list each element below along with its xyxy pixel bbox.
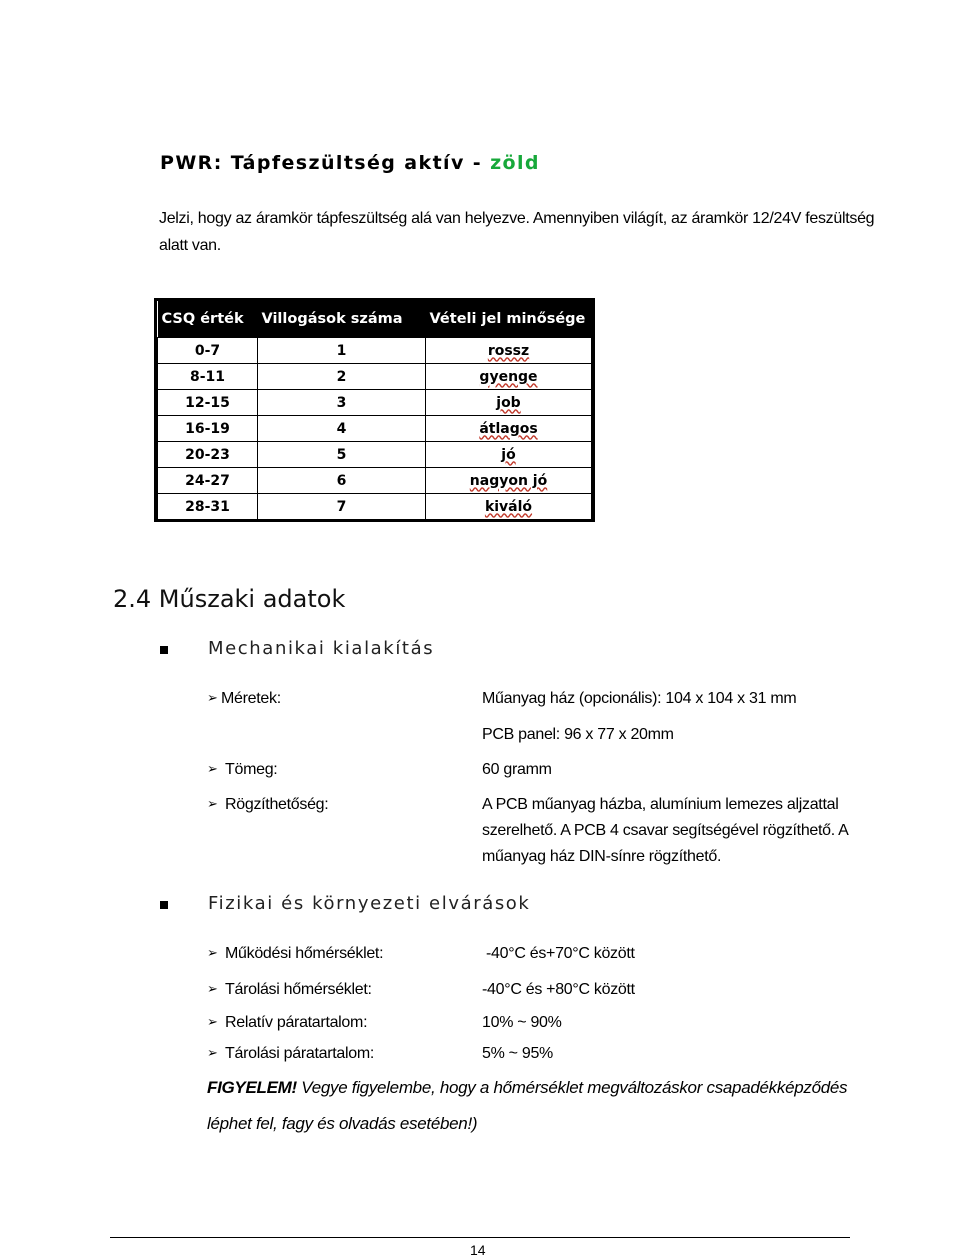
pwr-description: Jelzi, hogy az áramkör tápfeszültség alá van helyezve. Amennyiben világít, az áramkör 12/24V feszültség alatt van. bbox=[159, 210, 875, 254]
section-title: 2.4 Műszaki adatok bbox=[113, 585, 346, 613]
csq-cell-quality: rossz bbox=[426, 338, 592, 364]
storage-humidity-value: 5% ~ 95% bbox=[482, 1045, 553, 1062]
environment-heading: Fizikai és környezeti elvárások bbox=[208, 893, 531, 914]
csq-header-quality: Vételi jel minősége bbox=[426, 301, 592, 338]
csq-header-value: CSQ érték bbox=[158, 301, 258, 338]
page-number: 14 bbox=[470, 1242, 486, 1258]
csq-cell-range: 16-19 bbox=[158, 416, 258, 442]
arrow-bullet-icon: ➢ bbox=[207, 946, 218, 961]
csq-cell-range: 12-15 bbox=[158, 390, 258, 416]
table-row bbox=[158, 468, 592, 494]
op-temp-value: -40°C és+70°C között bbox=[486, 945, 635, 962]
table-row bbox=[158, 364, 592, 390]
csq-cell-quality: nagyon jó bbox=[426, 468, 592, 494]
csq-cell-blinks: 5 bbox=[258, 442, 426, 468]
csq-cell-range: 24-27 bbox=[158, 468, 258, 494]
table-row bbox=[158, 390, 592, 416]
storage-temp-label: Tárolási hőmérséklet: bbox=[225, 981, 372, 998]
dimensions-label: Méretek: bbox=[221, 690, 281, 707]
op-temp-label: Működési hőmérséklet: bbox=[225, 945, 384, 962]
pwr-heading-color-word: zöld bbox=[490, 152, 540, 174]
rel-humidity-value: 10% ~ 90% bbox=[482, 1014, 562, 1031]
csq-cell-quality: jó bbox=[426, 442, 592, 468]
arrow-bullet-icon: ➢ bbox=[207, 1046, 218, 1061]
warning-bold: FIGYELEM! bbox=[207, 1078, 297, 1097]
csq-header-blinks: Villogások száma bbox=[258, 301, 426, 338]
csq-cell-quality: job bbox=[426, 390, 592, 416]
warning-line-1 bbox=[207, 1078, 847, 1098]
csq-cell-range: 20-23 bbox=[158, 442, 258, 468]
table-row bbox=[158, 442, 592, 468]
storage-temp-value: -40°C és +80°C között bbox=[482, 981, 635, 998]
pwr-heading-prefix: PWR: Tápfeszültség aktív - bbox=[160, 152, 491, 174]
csq-cell-blinks: 7 bbox=[258, 494, 426, 520]
mechanical-heading: Mechanikai kialakítás bbox=[208, 638, 435, 659]
arrow-bullet-icon: ➢ bbox=[207, 1015, 218, 1030]
arrow-bullet-icon: ➢ bbox=[207, 982, 218, 997]
weight-label: Tömeg: bbox=[225, 761, 278, 778]
footer-divider bbox=[110, 1237, 850, 1238]
square-bullet-icon bbox=[160, 646, 168, 654]
warning-line-2: léphet fel, fagy és olvadás esetében!) bbox=[207, 1114, 478, 1133]
csq-cell-quality: gyenge bbox=[426, 364, 592, 390]
arrow-bullet-icon: ➢ bbox=[207, 797, 218, 812]
csq-table-header-row bbox=[158, 301, 592, 338]
pwr-heading bbox=[160, 152, 540, 174]
storage-humidity-label: Tárolási páratartalom: bbox=[225, 1045, 375, 1062]
table-row bbox=[158, 494, 592, 520]
warning-text-1: Vegye figyelembe, hogy a hőmérséklet megváltozáskor csapadékképződés bbox=[296, 1078, 848, 1097]
mounting-label: Rögzíthetőség: bbox=[225, 796, 329, 813]
rel-humidity-label: Relatív páratartalom: bbox=[225, 1014, 368, 1031]
csq-cell-blinks: 3 bbox=[258, 390, 426, 416]
csq-cell-range: 28-31 bbox=[158, 494, 258, 520]
dimensions-value-housing: Műanyag ház (opcionális): 104 x 104 x 31 mm bbox=[482, 690, 797, 707]
csq-cell-quality: kiváló bbox=[426, 494, 592, 520]
mounting-value: A PCB műanyag házba, alumínium lemezes aljzattal szerelhető. A PCB 4 csavar segítségével rögzíthető. A műanyag ház DIN-sínre rögzíthető. bbox=[482, 796, 848, 865]
csq-cell-blinks: 6 bbox=[258, 468, 426, 494]
arrow-bullet-icon: ➢ bbox=[207, 691, 218, 706]
csq-cell-range: 0-7 bbox=[158, 338, 258, 364]
csq-cell-blinks: 4 bbox=[258, 416, 426, 442]
table-row bbox=[158, 338, 592, 364]
square-bullet-icon bbox=[160, 901, 168, 909]
arrow-bullet-icon: ➢ bbox=[207, 762, 218, 777]
csq-table bbox=[154, 298, 595, 522]
weight-value: 60 gramm bbox=[482, 761, 552, 778]
csq-cell-blinks: 2 bbox=[258, 364, 426, 390]
csq-cell-range: 8-11 bbox=[158, 364, 258, 390]
dimensions-value-pcb: PCB panel: 96 x 77 x 20mm bbox=[482, 726, 674, 743]
table-row bbox=[158, 416, 592, 442]
csq-cell-blinks: 1 bbox=[258, 338, 426, 364]
csq-cell-quality: átlagos bbox=[426, 416, 592, 442]
